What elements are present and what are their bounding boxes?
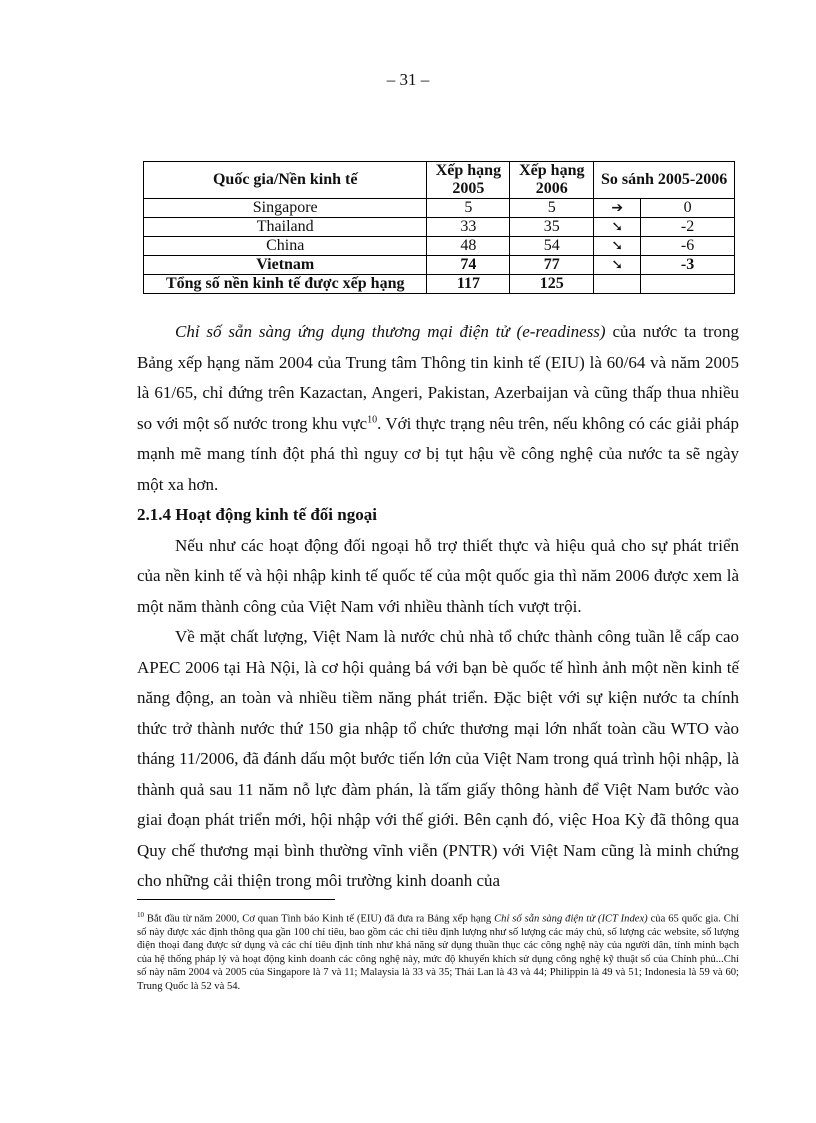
header-country: Quốc gia/Nền kinh tế	[144, 162, 427, 199]
table-row	[144, 199, 735, 218]
footnote-text: Bắt đầu từ năm 2000, Cơ quan Tình báo Kinh tế (EIU) đã đưa ra Bảng xếp hạng	[144, 913, 495, 925]
table-row	[144, 237, 735, 256]
cell-rank-2006: 77	[510, 256, 594, 275]
paragraph-quality: Về mặt chất lượng, Việt Nam là nước chủ nhà tổ chức thành công tuần lễ cấp cao APEC 2006 tại Hà Nội, là cơ hội quảng bá với bạn bè quốc tế hình ảnh một nền kinh tế năng động, an toàn và nhiều tiềm năng phát triển. Đặc biệt với sự kiện nước ta chính thức trở thành nước thứ 150 gia nhập tổ chức thương mại lớn nhất toàn cầu WTO vào tháng 11/2006, đã đánh dấu một bước tiến lớn của Việt Nam trong quá trình hội nhập, là thành quả sau 11 năm nỗ lực đàm phán, là tấm giấy thông hành để Việt Nam bước vào giai đoạn phát triển mới, hội nhập với thế giới. Bên cạnh đó, việc Hoa Kỳ đã thông qua Quy chế thương mại bình thường vĩnh viễn (PNTR) với Việt Nam cũng là minh chứng cho những cải thiện trong môi trường kinh doanh của	[137, 627, 739, 890]
cell-rank-2005: 33	[427, 218, 510, 237]
cell-total-2005: 117	[427, 275, 510, 294]
footnote-divider	[137, 899, 335, 900]
ereadiness-term: Chỉ số sẵn sàng ứng dụng thương mại điện tử (e-readiness)	[175, 322, 606, 341]
cell-diff: 0	[641, 199, 735, 218]
footnote-text: của 65 quốc gia. Chỉ số này được xác định thông qua gần 100 chỉ tiêu, bao gồm các chỉ tiêu định lượng như số lượng các máy chủ, số lượng các website, số lượng điện thoại đang được sử dụng và các chỉ tiêu định tính như khả năng sử dụng thuần thục các công nghệ này của người dân, tính minh bạch của hệ thống pháp lý và hoạt động kinh doanh các công nghệ này, mức độ khuyến khích sử dụng công nghệ kỹ thuật số của Chính phủ...Chỉ số này năm 2004 và 2005 của Singapore là 7 và 11; Malaysia là 33 và 35; Thái Lan là 43 và 44; Philippin là 49 và 51; Indonesia là 59 và 60; Trung Quốc là 52 và 54.	[137, 913, 740, 992]
cell-country: Thailand	[144, 218, 427, 237]
cell-rank-2006: 54	[510, 237, 594, 256]
cell-rank-2005: 48	[427, 237, 510, 256]
paragraph-text: . Với thực trạng nêu trên, nếu không có các giải pháp mạnh mẽ mang tính đột phá thì nguy cơ bị tụt hậu về công nghệ của nước ta sẽ ngày một xa hơn.	[137, 413, 739, 494]
header-rank-2005: Xếp hạng 2005	[427, 162, 510, 199]
ranking-table	[143, 161, 735, 294]
cell-country: Vietnam	[144, 256, 427, 275]
cell-country: Singapore	[144, 199, 427, 218]
cell-diff: -2	[641, 218, 735, 237]
paragraph-ereadiness	[137, 317, 739, 500]
cell-empty	[594, 275, 641, 294]
paragraph-text: của nước ta trong Bảng xếp hạng năm 2004 của Trung tâm Thông tin kinh tế (EIU) là 60/64 và năm 2005 là 61/65, chỉ đứng trên Kazactan, Angeri, Pakistan, Azerbaijan và cũng thấp thua nhiều so với một số nước trong khu vực	[137, 322, 739, 433]
header-compare: So sánh 2005-2006	[594, 162, 735, 199]
cell-country: China	[144, 237, 427, 256]
paragraph-intro: Nếu như các hoạt động đối ngoại hỗ trợ thiết thực và hiệu quả cho sự phát triển của nền kinh tế và hội nhập kinh tế quốc tế của một quốc gia thì năm 2006 được xem là một năm thành công của Việt Nam với nhiều thành tích vượt trội.	[137, 535, 739, 616]
table-row	[144, 218, 735, 237]
table-header-row	[144, 162, 735, 199]
cell-rank-2006: 35	[510, 218, 594, 237]
cell-empty	[641, 275, 735, 294]
cell-rank-2005: 74	[427, 256, 510, 275]
trend-arrow-icon: ➘	[594, 256, 641, 275]
page-number: – 31 –	[386, 70, 430, 89]
table-row-vietnam	[144, 256, 735, 275]
footnote-ref[interactable]: 10	[367, 413, 378, 425]
cell-diff: -6	[641, 237, 735, 256]
cell-total-2006: 125	[510, 275, 594, 294]
cell-rank-2005: 5	[427, 199, 510, 218]
footnote	[137, 909, 739, 993]
header-rank-2006: Xếp hạng 2006	[510, 162, 594, 199]
cell-diff: -3	[641, 256, 735, 275]
cell-total-label: Tổng số nền kinh tế được xếp hạng	[144, 275, 427, 294]
footnote-italic: Chỉ số sẵn sàng điện tử (ICT Index)	[494, 913, 648, 925]
table-total-row	[144, 275, 735, 294]
trend-arrow-icon: ➘	[594, 237, 641, 256]
section-heading: 2.1.4 Hoạt động kinh tế đối ngoại	[137, 505, 377, 524]
body-text	[137, 317, 739, 897]
footnote-number: 10	[137, 911, 144, 919]
cell-rank-2006: 5	[510, 199, 594, 218]
trend-arrow-icon: ➔	[594, 199, 641, 218]
trend-arrow-icon: ➘	[594, 218, 641, 237]
